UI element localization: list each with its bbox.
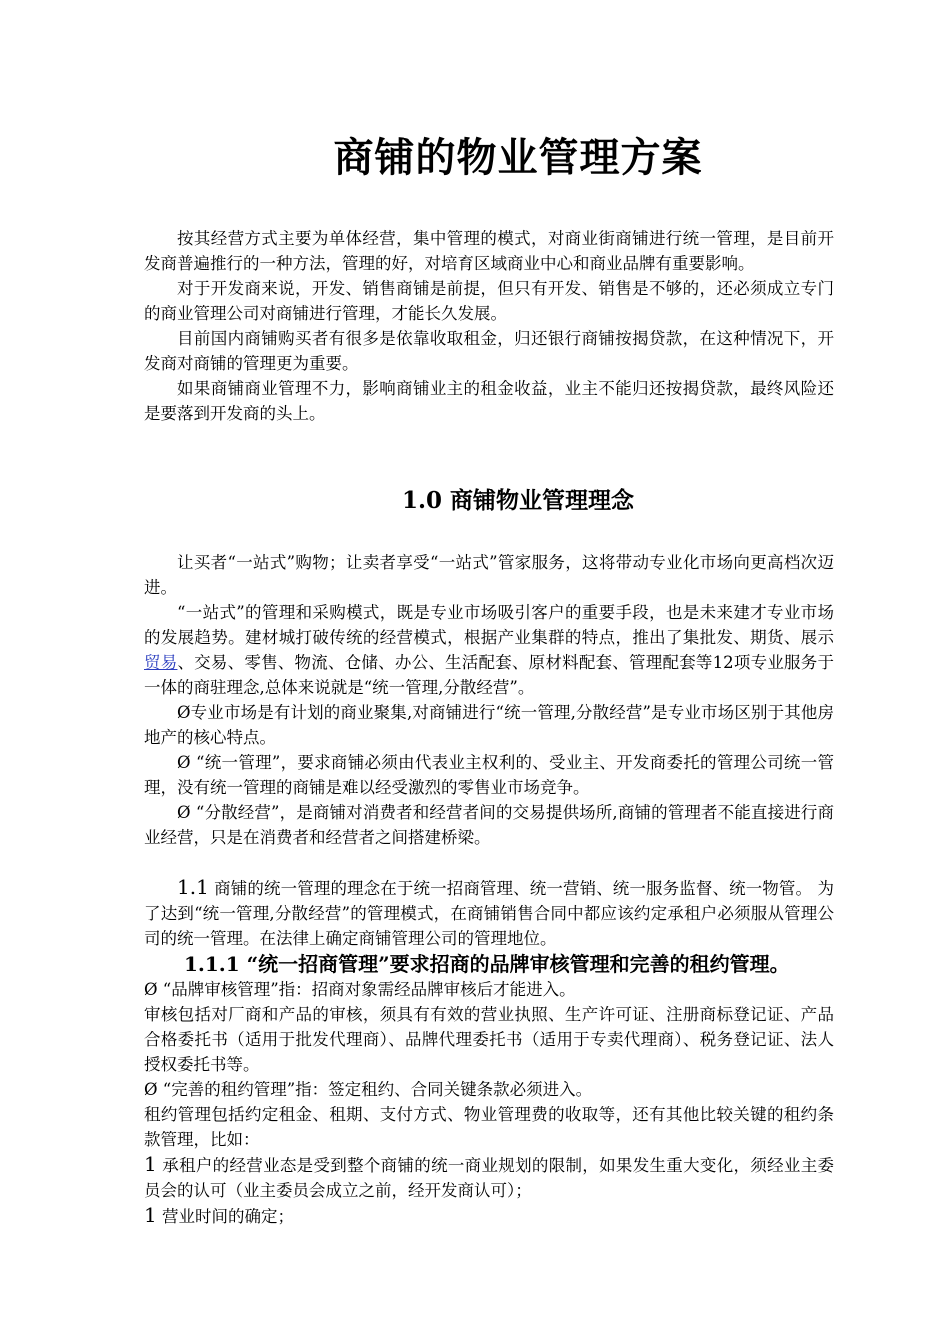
trade-link[interactable]: 贸易 xyxy=(144,653,178,672)
list-item-text: 营业时间的确定； xyxy=(156,1207,294,1226)
paragraph-text: 商铺的统一管理的理念在于统一招商管理、统一营销、统一服务监督、统一物管。 为了达到“统一管理,分散经营”的管理模式，在商铺销售合同中都应该约定承租户必须服从管理公司的统一管理。在法律上确定商铺管理公司的管理地位。 xyxy=(144,879,834,948)
list-item xyxy=(144,1152,834,1203)
paragraph: 按其经营方式主要为单体经营，集中管理的模式，对商业街商铺进行统一管理，是目前开发商普遍推行的一种方法，管理的好，对培育区域商业中心和商业品牌有重要影响。 xyxy=(144,229,834,273)
bullet-paragraph: Ø “分散经营”，是商铺对消费者和经营者间的交易提供场所,商铺的管理者不能直接进行商业经营，只是在消费者和经营者之间搭建桥梁。 xyxy=(144,803,834,847)
paragraph: 如果商铺商业管理不力，影响商铺业主的租金收益，业主不能归还按揭贷款，最终风险还是要落到开发商的头上。 xyxy=(144,379,834,423)
paragraph xyxy=(144,875,834,951)
list-item xyxy=(144,1203,834,1229)
list-marker: 1 xyxy=(144,1152,157,1176)
bullet-paragraph: Ø “品牌审核管理”指：招商对象需经品牌审核后才能进入。 xyxy=(144,980,576,999)
bullet-paragraph: Ø “完善的租约管理”指：签定租约、合同关键条款必须进入。 xyxy=(144,1080,593,1099)
paragraph-text: “一站式”的管理和采购模式，既是专业市场吸引客户的重要手段，也是未来建才专业市场的发展趋势。建材城打破传统的经营模式，根据产业集群的特点，推出了集批发、期货、展示 xyxy=(144,603,834,647)
paragraph xyxy=(144,600,834,700)
bullet-paragraph: Ø “统一管理”，要求商铺必须由代表业主权利的、受业主、开发商委托的管理公司统一管理，没有统一管理的商铺是难以经受激烈的零售业市场竞争。 xyxy=(144,753,834,797)
bullet-paragraph: Ø专业市场是有计划的商业聚集,对商铺进行“统一管理,分散经营”是专业市场区别于其他房地产的核心特点。 xyxy=(144,703,834,747)
section-body xyxy=(144,550,834,1229)
subsection-heading: 1.1.1 “统一招商管理”要求招商的品牌审核管理和完善的租约管理。 xyxy=(184,952,790,976)
section-number: 1.1 xyxy=(177,875,209,899)
page-title: 商铺的物业管理方案 xyxy=(333,134,703,181)
paragraph: 目前国内商铺购买者有很多是依靠收取租金，归还银行商铺按揭贷款，在这种情况下，开发商对商铺的管理更为重要。 xyxy=(144,329,834,373)
section-heading: 1.0 商铺物业管理理念 xyxy=(401,487,635,514)
intro-section xyxy=(144,226,834,426)
paragraph: 租约管理包括约定租金、租期、支付方式、物业管理费的收取等，还有其他比较关键的租约条款管理，比如： xyxy=(144,1105,834,1149)
paragraph: 让买者“一站式”购物；让卖者享受“一站式”管家服务，这将带动专业化市场向更高档次迈进。 xyxy=(144,553,834,597)
paragraph: 对于开发商来说，开发、销售商铺是前提，但只有开发、销售是不够的，还必须成立专门的商业管理公司对商铺进行管理，才能长久发展。 xyxy=(144,279,834,323)
list-marker: 1 xyxy=(144,1203,157,1227)
list-item-text: 承租户的经营业态是受到整个商铺的统一商业规划的限制，如果发生重大变化，须经业主委员会的认可（业主委员会成立之前，经开发商认可）； xyxy=(144,1156,834,1200)
paragraph-text: 、交易、零售、物流、仓储、办公、生活配套、原材料配套、管理配套等12项专业服务于一体的商驻理念,总体来说就是“统一管理,分散经营”。 xyxy=(144,653,834,697)
paragraph: 审核包括对厂商和产品的审核，须具有有效的营业执照、生产许可证、注册商标登记证、产品合格委托书（适用于批发代理商）、品牌代理委托书（适用于专卖代理商）、税务登记证、法人授权委托书等。 xyxy=(144,1005,834,1074)
